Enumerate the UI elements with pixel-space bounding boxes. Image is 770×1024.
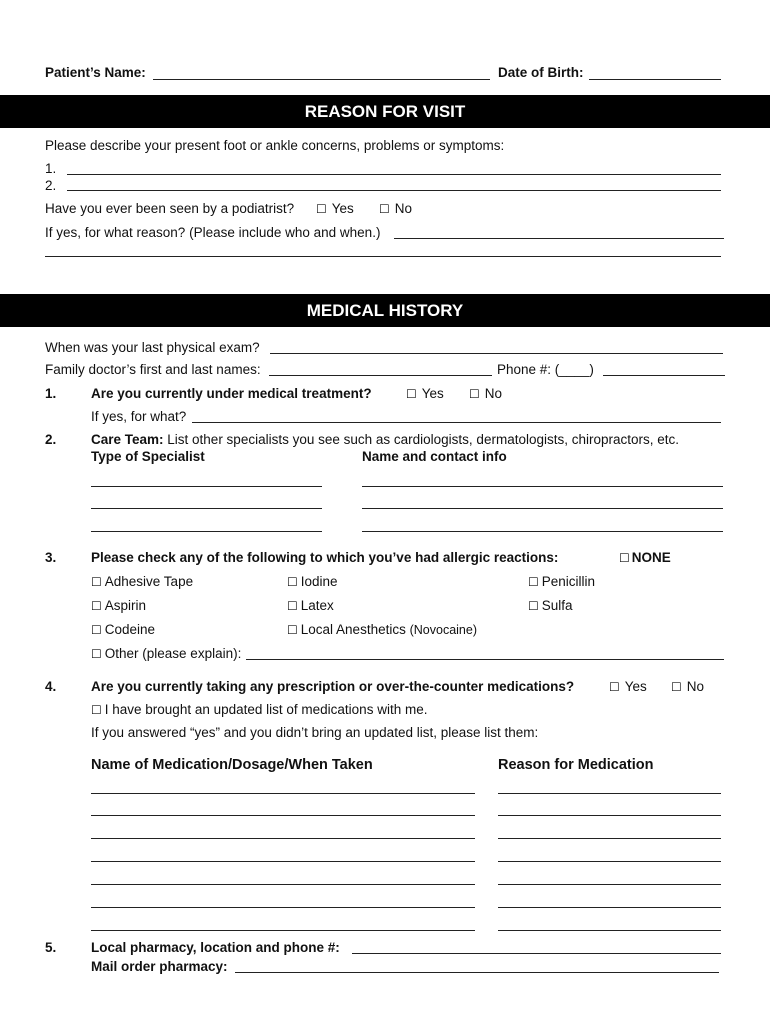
allergy-label: Aspirin <box>104 598 147 613</box>
allergy-label: Latex <box>300 598 334 613</box>
checkbox-icon: ☐ <box>406 387 417 401</box>
reason-column-header: Reason for Medication <box>498 757 654 773</box>
local-pharmacy-label: Local pharmacy, location and phone #: <box>91 940 340 955</box>
checkbox-icon: ☐ <box>528 599 539 613</box>
allergy-other-field[interactable] <box>246 659 724 660</box>
q4-no-option[interactable] <box>671 678 704 696</box>
phone-field[interactable] <box>603 375 725 376</box>
concerns-prompt: Please describe your present foot or ankle concerns, problems or symptoms: <box>45 138 505 153</box>
checkbox-icon: ☐ <box>287 623 298 637</box>
medical-history-heading: MEDICAL HISTORY <box>0 294 770 327</box>
mail-order-pharmacy-field[interactable] <box>235 972 719 973</box>
patient-name-label: Patient’s Name: <box>45 65 146 80</box>
allergy-adhesive-tape-option[interactable] <box>91 573 193 591</box>
answered-yes-instruction: If you answered “yes” and you didn’t bring an updated list, please list them: <box>91 725 539 740</box>
podiatrist-question: Have you ever been seen by a podiatrist? <box>45 201 295 216</box>
patient-name-field[interactable] <box>153 79 490 80</box>
allergy-label: Local Anesthetics <box>300 622 406 637</box>
concern-line-1-number: 1. <box>45 161 57 176</box>
medication-field[interactable] <box>91 884 475 885</box>
last-physical-field[interactable] <box>270 353 723 354</box>
checkbox-icon: ☐ <box>91 647 102 661</box>
allergy-label: Codeine <box>104 622 156 637</box>
yes-label: Yes <box>624 679 647 694</box>
podiatrist-no-option[interactable] <box>379 200 412 218</box>
specialist-field[interactable] <box>91 486 322 487</box>
local-pharmacy-field[interactable] <box>352 953 721 954</box>
checkbox-icon: ☐ <box>528 575 539 589</box>
allergy-label: Sulfa <box>541 598 573 613</box>
checkbox-icon: ☐ <box>287 575 298 589</box>
care-team-lead: Care Team: <box>91 432 164 447</box>
q2-number: 2. <box>45 432 57 447</box>
checkbox-icon: ☐ <box>316 202 327 216</box>
none-label: NONE <box>631 550 671 565</box>
last-physical-label: When was your last physical exam? <box>45 340 260 355</box>
checkbox-icon: ☐ <box>91 575 102 589</box>
checkbox-icon: ☐ <box>91 599 102 613</box>
if-yes-reason-field[interactable] <box>394 238 724 239</box>
checkbox-icon: ☐ <box>91 703 102 717</box>
contact-field[interactable] <box>362 486 723 487</box>
allergy-other-option[interactable] <box>91 645 241 663</box>
checkbox-icon: ☐ <box>609 680 620 694</box>
q3-number: 3. <box>45 550 57 565</box>
reason-field[interactable] <box>498 930 721 931</box>
specialist-field[interactable] <box>91 508 322 509</box>
contact-field[interactable] <box>362 531 723 532</box>
family-doctor-label: Family doctor’s first and last names: <box>45 362 261 377</box>
reason-field[interactable] <box>498 815 721 816</box>
concern-line-2-number: 2. <box>45 178 57 193</box>
q1-number: 1. <box>45 386 57 401</box>
reason-field[interactable] <box>498 838 721 839</box>
q1-if-yes-label: If yes, for what? <box>91 409 187 424</box>
q4-number: 4. <box>45 679 57 694</box>
novocaine-note: (Novocaine) <box>409 623 477 637</box>
type-of-specialist-header: Type of Specialist <box>91 449 205 464</box>
medication-field[interactable] <box>91 861 475 862</box>
allergy-latex-option[interactable] <box>287 597 334 615</box>
specialist-field[interactable] <box>91 531 322 532</box>
concern-line-2-field[interactable] <box>67 190 721 191</box>
yes-label: Yes <box>331 201 354 216</box>
checkbox-icon: ☐ <box>379 202 390 216</box>
if-yes-reason-field-2[interactable] <box>45 256 721 257</box>
q1-yes-option[interactable] <box>406 385 444 403</box>
checkbox-icon: ☐ <box>619 551 630 565</box>
allergy-aspirin-option[interactable] <box>91 597 146 615</box>
podiatrist-yes-option[interactable] <box>316 200 354 218</box>
if-yes-reason-label: If yes, for what reason? (Please include who and when.) <box>45 225 381 240</box>
allergy-local-anesthetics-option[interactable] <box>287 621 477 639</box>
q2-text <box>91 431 679 448</box>
medication-field[interactable] <box>91 930 475 931</box>
concern-line-1-field[interactable] <box>67 174 721 175</box>
allergy-label: Iodine <box>300 574 338 589</box>
allergy-penicillin-option[interactable] <box>528 573 595 591</box>
q1-if-yes-field[interactable] <box>192 422 721 423</box>
allergy-label: Adhesive Tape <box>104 574 194 589</box>
family-doctor-field[interactable] <box>269 375 492 376</box>
name-contact-header: Name and contact info <box>362 449 507 464</box>
checkbox-icon: ☐ <box>287 599 298 613</box>
checkbox-icon: ☐ <box>91 623 102 637</box>
brought-list-label: I have brought an updated list of medications with me. <box>104 702 428 717</box>
medication-field[interactable] <box>91 907 475 908</box>
brought-list-option[interactable] <box>91 701 427 719</box>
allergy-iodine-option[interactable] <box>287 573 338 591</box>
contact-field[interactable] <box>362 508 723 509</box>
reason-for-visit-heading: REASON FOR VISIT <box>0 95 770 128</box>
medication-field[interactable] <box>91 838 475 839</box>
reason-field[interactable] <box>498 884 721 885</box>
q1-no-option[interactable] <box>469 385 502 403</box>
allergy-sulfa-option[interactable] <box>528 597 573 615</box>
q5-number: 5. <box>45 940 57 955</box>
other-label: Other (please explain): <box>104 646 242 661</box>
medication-field[interactable] <box>91 793 475 794</box>
q3-question: Please check any of the following to which you’ve had allergic reactions: <box>91 550 559 565</box>
reason-field[interactable] <box>498 793 721 794</box>
allergy-codeine-option[interactable] <box>91 621 155 639</box>
q4-yes-option[interactable] <box>609 678 647 696</box>
no-label: No <box>686 679 705 694</box>
q1-question: Are you currently under medical treatment? <box>91 386 372 401</box>
q4-question: Are you currently taking any prescription or over-the-counter medications? <box>91 679 575 694</box>
phone-label: Phone #: (____) <box>497 362 594 377</box>
yes-label: Yes <box>421 386 444 401</box>
dob-field[interactable] <box>589 79 721 80</box>
dob-label: Date of Birth: <box>498 65 584 80</box>
reason-field[interactable] <box>498 907 721 908</box>
care-team-description: List other specialists you see such as cardiologists, dermatologists, chiropractors, etc. <box>163 432 680 447</box>
mail-order-pharmacy-label: Mail order pharmacy: <box>91 959 228 974</box>
medication-column-header: Name of Medication/Dosage/When Taken <box>91 757 373 773</box>
no-label: No <box>394 201 413 216</box>
checkbox-icon: ☐ <box>469 387 480 401</box>
allergy-none-option[interactable] <box>619 549 671 567</box>
allergy-label: Penicillin <box>541 574 596 589</box>
no-label: No <box>484 386 503 401</box>
medication-field[interactable] <box>91 815 475 816</box>
reason-field[interactable] <box>498 861 721 862</box>
checkbox-icon: ☐ <box>671 680 682 694</box>
